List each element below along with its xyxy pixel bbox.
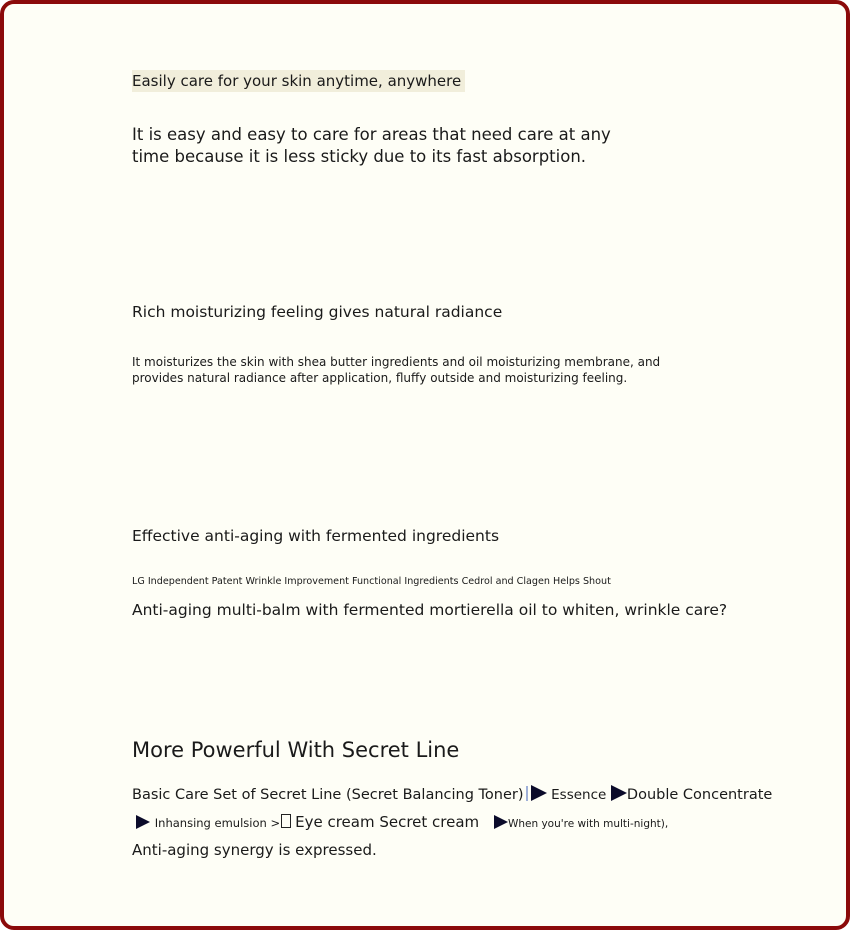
play-arrow-icon <box>611 785 627 801</box>
secret-line-row-2 <box>132 813 668 831</box>
section-1-heading-text: Easily care for your skin anytime, anywhere <box>132 70 465 92</box>
play-arrow-icon <box>531 785 547 801</box>
secret-line-essence: Essence <box>551 787 607 803</box>
section-2-heading: Rich moisturizing feeling gives natural radiance <box>132 303 503 321</box>
section-2-body-line-1: It moisturizes the skin with shea butter ingredients and oil moisturizing membrane, and <box>132 355 661 369</box>
secret-line-inhansing: Inhansing emulsion > <box>154 816 281 830</box>
section-3-body-line-1: Anti-aging multi-balm with fermented mortierella oil to whiten, wrinkle care? <box>132 601 728 619</box>
play-arrow-icon <box>494 815 508 829</box>
secret-line-double-concentrate: Double Concentrate <box>626 787 773 803</box>
section-1-body-line-1: It is easy and easy to care for areas that need care at any <box>132 125 611 144</box>
secret-line-title: More Powerful With Secret Line <box>132 738 460 762</box>
section-3-small-line: LG Independent Patent Wrinkle Improvement Functional Ingredients Cedrol and Clagen Helps Shout <box>132 576 611 587</box>
secret-line-row-1 <box>132 785 772 803</box>
separator-bar-icon <box>526 786 528 801</box>
section-1-heading <box>132 72 465 90</box>
missing-glyph-icon <box>281 814 291 828</box>
section-2-body-line-2: provides natural radiance after application, fluffy outside and moisturizing feeling. <box>132 371 628 385</box>
section-1-body-line-2: time because it is less sticky due to its fast absorption. <box>132 147 587 166</box>
secret-line-eye-cream: Eye cream Secret cream <box>295 813 480 831</box>
secret-line-closing: Anti-aging synergy is expressed. <box>132 841 377 859</box>
secret-line-multi-night: When you're with multi-night), <box>507 818 669 830</box>
section-3-heading: Effective anti-aging with fermented ingredients <box>132 527 500 545</box>
secret-line-basic-care: Basic Care Set of Secret Line (Secret Balancing Toner) <box>132 787 524 803</box>
play-arrow-icon <box>136 815 150 829</box>
